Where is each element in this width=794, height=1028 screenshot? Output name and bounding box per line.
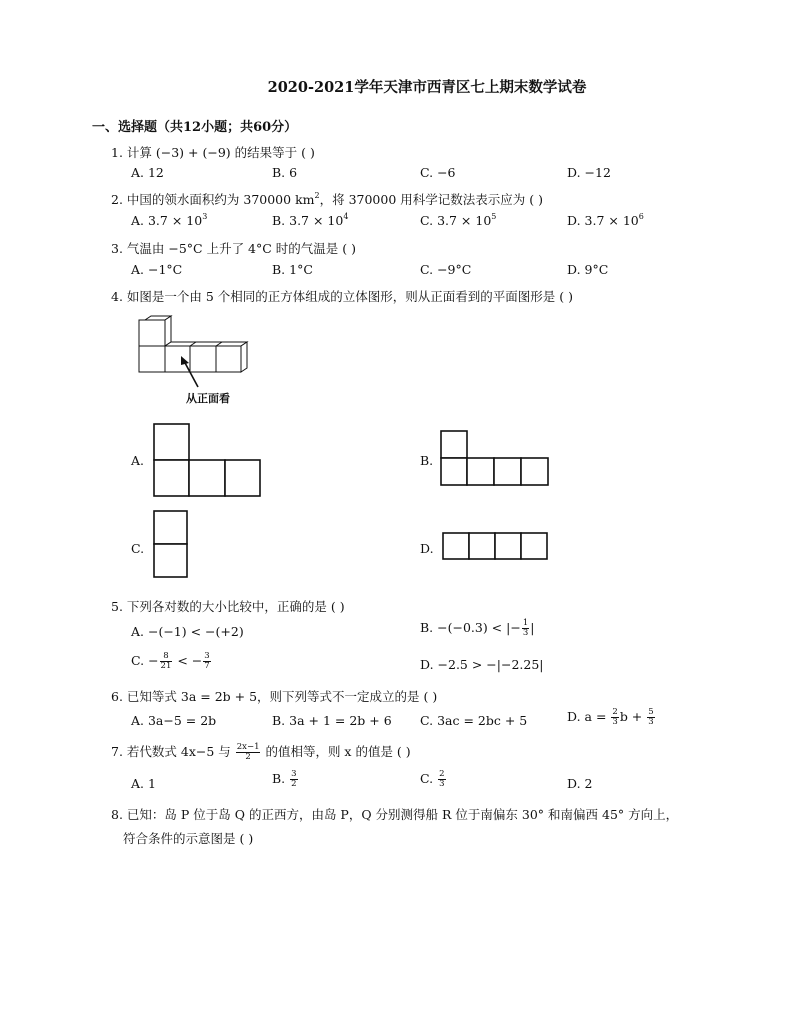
question-7-stem: 7. 若代数式 4x−5 与 $\frac{2x-1}{2}$ 的值相等，则 x 的值是 ( )	[111, 742, 411, 762]
q5-option-a[interactable]: A. −(−1) < −(+2)	[131, 624, 244, 639]
question-2-stem: 2. 中国的领水面积约为 370000 $km^2$，将 370000 用科学记数法表示应为 ( )	[111, 191, 543, 207]
q2-option-b[interactable]: B. $3.7 \times 10^4$	[272, 212, 349, 228]
q3-option-c[interactable]: C. −9°C	[420, 262, 472, 277]
q2-option-d[interactable]: D. $3.7 \times 10^6$	[567, 212, 644, 228]
q3-option-b[interactable]: B. 1°C	[272, 262, 313, 277]
view-direction-arrow	[178, 355, 208, 389]
question-6-stem: 6. 已知等式 3a = 2b + 5，则下列等式不一定成立的是 ( )	[111, 689, 438, 704]
q1-option-c[interactable]: C. −6	[420, 165, 456, 180]
q4-option-d-label[interactable]: D.	[420, 541, 434, 556]
q4-option-b-figure[interactable]	[440, 430, 552, 488]
q2-option-a[interactable]: A. $3.7 \times 10^3$	[131, 212, 208, 228]
q1-option-d[interactable]: D. −12	[567, 165, 611, 180]
view-caption: 从正面看	[186, 392, 230, 405]
q7-option-c[interactable]: C. $\frac{2}{3}$	[420, 769, 445, 789]
q4-option-a-label[interactable]: A.	[131, 453, 145, 468]
page-title: 2020-2021学年天津市西青区七上期末数学试卷	[267, 79, 587, 96]
q5-option-d[interactable]: D. −2.5 > −|−2.25|	[420, 657, 544, 672]
q1-option-b[interactable]: B. 6	[272, 165, 298, 180]
q6-option-a[interactable]: A. 3a−5 = 2b	[131, 713, 217, 728]
q4-option-d-figure[interactable]	[442, 532, 550, 562]
q4-option-a-figure[interactable]	[153, 423, 263, 497]
question-4-stem: 4. 如图是一个由 5 个相同的正方体组成的立体图形，则从正面看到的平面图形是 ( )	[111, 289, 574, 304]
q3-option-a[interactable]: A. −1°C	[131, 262, 183, 277]
question-8-stem-line2: 符合条件的示意图是 ( )	[123, 831, 254, 846]
q5-option-c[interactable]: C. − $\frac{8}{21}$ < − $\frac{3}{7}$	[131, 651, 210, 671]
section-heading: 一、选择题（共12小题；共60分）	[92, 120, 298, 135]
q7-option-b[interactable]: B. $\frac{3}{2}$	[272, 769, 297, 789]
q3-option-d[interactable]: D. 9°C	[567, 262, 609, 277]
question-3-stem: 3. 气温由 −5°C 上升了 4°C 时的气温是 ( )	[111, 241, 357, 256]
q4-option-c-label[interactable]: C.	[131, 541, 145, 556]
question-1-stem: 1. 计算 (−3) + (−9) 的结果等于 ( )	[111, 145, 315, 160]
q4-option-c-figure[interactable]	[153, 510, 189, 580]
question-5-stem: 5. 下列各对数的大小比较中，正确的是 ( )	[111, 599, 345, 614]
q2-option-c[interactable]: C. $3.7 \times 10^5$	[420, 212, 497, 228]
q7-option-a[interactable]: A. 1	[131, 776, 156, 791]
q4-option-b-label[interactable]: B.	[420, 453, 434, 468]
q6-option-b[interactable]: B. 3a + 1 = 2b + 6	[272, 713, 392, 728]
q6-option-d[interactable]: D. a = $\frac{2}{3}$ b + $\frac{5}{3}$	[567, 707, 654, 727]
q5-option-b[interactable]: B. −(−0.3) < |− $\frac{1}{3}$ |	[420, 618, 535, 638]
question-8-stem-line1: 8. 已知：岛 P 位于岛 Q 的正西方，由岛 P，Q 分别测得船 R 位于南偏东 30° 和南偏西 45° 方向上，	[111, 807, 679, 822]
q6-option-c[interactable]: C. 3ac = 2bc + 5	[420, 713, 528, 728]
q1-option-a[interactable]: A. 12	[131, 165, 164, 180]
q7-option-d[interactable]: D. 2	[567, 776, 593, 791]
